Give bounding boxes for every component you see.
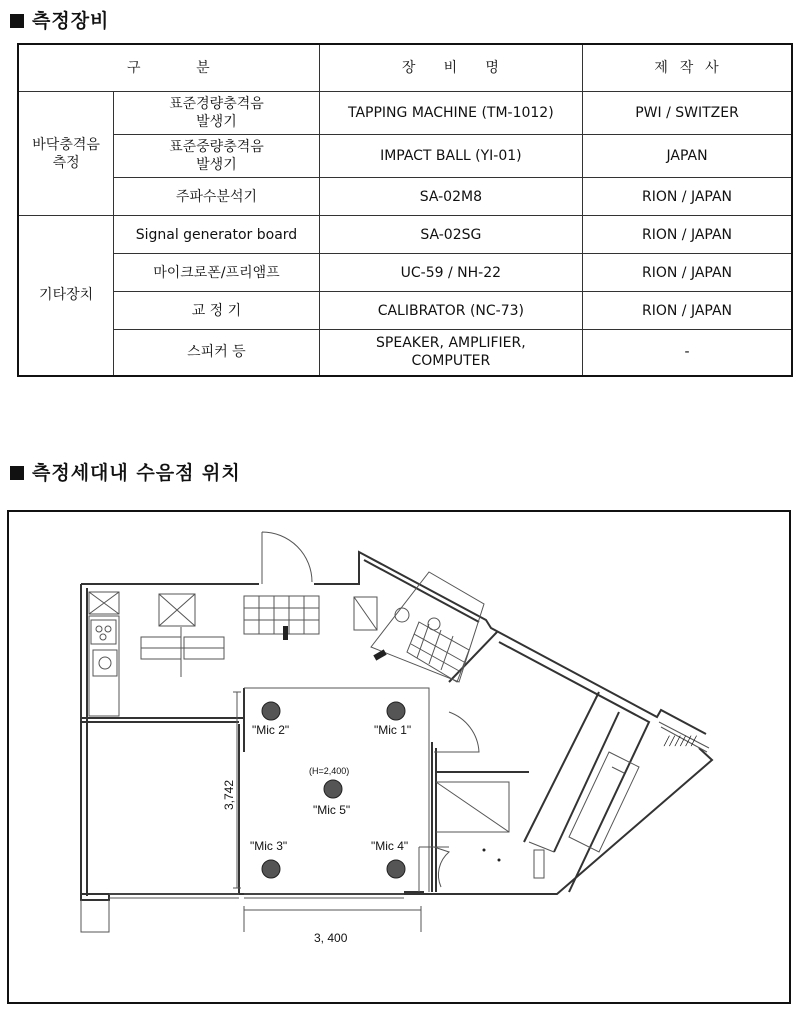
mic-2-marker bbox=[262, 702, 280, 720]
table-row bbox=[18, 330, 792, 376]
section-mic-position-heading bbox=[10, 458, 241, 485]
section-equipment-title: 측정장비 bbox=[32, 10, 110, 32]
mic-3-marker bbox=[262, 860, 280, 878]
square-bullet-icon bbox=[10, 466, 24, 480]
equipment-cell: UC-59 / NH-22 bbox=[319, 254, 582, 292]
doors bbox=[262, 532, 479, 887]
header-equipment: 장 비 명 bbox=[319, 44, 582, 92]
table-row bbox=[18, 292, 792, 330]
item-cell: 표준중량충격음 발생기 bbox=[114, 135, 319, 178]
maker-cell: RION / JAPAN bbox=[583, 216, 792, 254]
equipment-cell: SA-02SG bbox=[319, 216, 582, 254]
item-cell: 주파수분석기 bbox=[114, 178, 319, 216]
item-cell: 스피커 등 bbox=[114, 330, 319, 376]
square-bullet-icon bbox=[10, 14, 24, 28]
maker-cell: RION / JAPAN bbox=[583, 178, 792, 216]
maker-cell: - bbox=[583, 330, 792, 376]
height-note: (H=2,400) bbox=[309, 766, 350, 776]
mic-3-label: "Mic 3" bbox=[250, 839, 288, 853]
equipment-cell: SA-02M8 bbox=[319, 178, 582, 216]
maker-cell: JAPAN bbox=[583, 135, 792, 178]
table-row bbox=[18, 178, 792, 216]
windows bbox=[109, 722, 709, 898]
equipment-cell: IMPACT BALL (YI-01) bbox=[319, 135, 582, 178]
equipment-cell: CALIBRATOR (NC-73) bbox=[319, 292, 582, 330]
mic-4-marker bbox=[387, 860, 405, 878]
dim-vertical: 3,742 bbox=[222, 779, 236, 810]
group-cell: 기타장치 bbox=[18, 216, 114, 376]
equipment-table bbox=[17, 43, 793, 377]
section-equipment-heading bbox=[10, 6, 109, 33]
header-maker: 제 작 사 bbox=[583, 44, 792, 92]
dim-horizontal: 3, 400 bbox=[314, 931, 348, 945]
item-cell: Signal generator board bbox=[114, 216, 319, 254]
section-mic-position-title: 측정세대내 수음점 위치 bbox=[32, 462, 241, 484]
item-cell: 교 정 기 bbox=[114, 292, 319, 330]
table-row bbox=[18, 216, 792, 254]
mic-5-label: "Mic 5" bbox=[313, 803, 351, 817]
maker-cell: RION / JAPAN bbox=[583, 292, 792, 330]
header-category: 구 분 bbox=[18, 44, 319, 92]
table-row bbox=[18, 254, 792, 292]
table-row bbox=[18, 92, 792, 135]
item-cell: 표준경량충격음 발생기 bbox=[114, 92, 319, 135]
kitchen bbox=[89, 592, 224, 716]
equipment-cell: TAPPING MACHINE (TM-1012) bbox=[319, 92, 582, 135]
maker-cell: RION / JAPAN bbox=[583, 254, 792, 292]
maker-cell: PWI / SWITZER bbox=[583, 92, 792, 135]
mic-2-label: "Mic 2" bbox=[252, 723, 290, 737]
bedroom bbox=[436, 782, 544, 878]
floor-plan bbox=[7, 510, 791, 1004]
item-cell: 마이크로폰/프리앰프 bbox=[114, 254, 319, 292]
mic-4-label: "Mic 4" bbox=[371, 839, 409, 853]
mic-5-marker bbox=[324, 780, 342, 798]
table-header-row bbox=[18, 44, 792, 92]
stairs-bathroom bbox=[244, 572, 484, 682]
mic-1-label: "Mic 1" bbox=[374, 723, 412, 737]
equipment-cell: SPEAKER, AMPLIFIER, COMPUTER bbox=[319, 330, 582, 376]
floor-plan-drawing bbox=[9, 512, 789, 1002]
group-cell: 바닥충격음 측정 bbox=[18, 92, 114, 216]
window-hatch: ╱╱╱╱╱╱ bbox=[664, 736, 697, 746]
mic-1-marker bbox=[387, 702, 405, 720]
table-row bbox=[18, 135, 792, 178]
